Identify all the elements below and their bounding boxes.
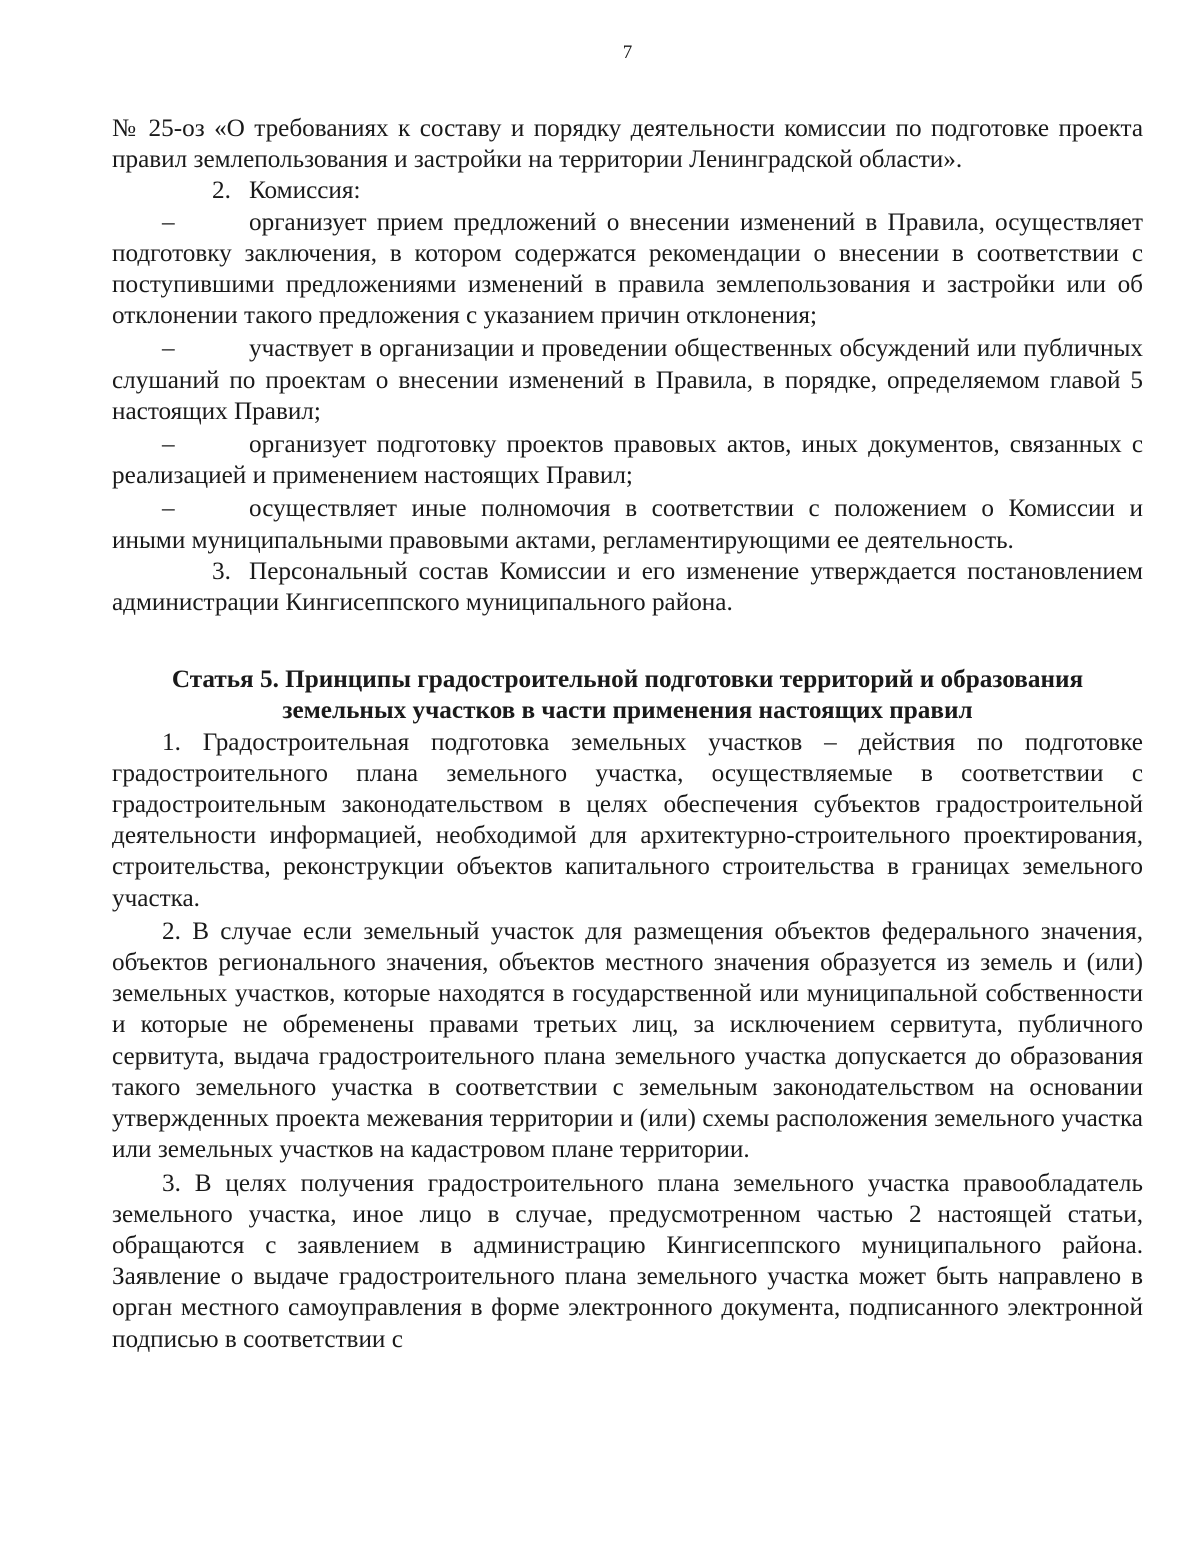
dash-item — [112, 429, 1143, 491]
article-heading — [112, 664, 1143, 726]
article-paragraph-3: 3. В целях получения градостроительного плана земельного участка правообладатель земельного участка, иное лицо в случае, предусмотренном частью 2 настоящей статьи, обращаются с заявлением в администрацию Кингисеппского муниципального района. Заявление о выдаче градостроительного плана земельного участка может быть направлено в орган местного самоуправления в форме электронного документа, подписанного электронной подписью в соответствии с — [112, 1169, 1143, 1353]
dash-mark: – — [162, 335, 175, 363]
dash-item — [112, 207, 1143, 332]
page-number: 7 — [622, 42, 633, 63]
dash-item — [112, 493, 1143, 555]
numbered-item-3 — [112, 556, 1143, 618]
dash-item — [112, 333, 1143, 427]
dash-item-text: организует подготовку проектов правовых актов, иных документов, связанных с реализацией и применением настоящих Правил; — [112, 431, 1143, 490]
article-paragraph-1: 1. Градостроительная подготовка земельных участков – действия по подготовке градостроительного плана земельного участка, осуществляемые в соответствии с градостроительным законодательством в целях обеспечения субъектов градостроительной деятельности информацией, необходимой для архитектурно-строительного проектирования, строительства, реконструкции объектов капитального строительства в границах земельного участка. — [112, 728, 1143, 912]
dash-mark: – — [162, 208, 175, 236]
article-paragraph-2: 2. В случае если земельный участок для размещения объектов федерального значения, объектов регионального значения, объектов местного значения образуется из земель и (или) земельных участков, которые находятся в государственной или муниципальной собственности и которые не обременены правами третьих лиц, за исключением сервитута, публичного сервитута, выдача градостроительного плана земельного участка допускается до образования такого земельного участка в соответствии с земельным законодательством на основании утвержденных проекта межевания территории и (или) схемы расположения земельного участка или земельных участков на кадастровом плане территории. — [112, 917, 1143, 1164]
dash-item-text: участвует в организации и проведении общественных обсуждений или публичных слушаний по проектам о внесении изменений в Правила, в порядке, определяемом главой 5 настоящих Правил; — [112, 335, 1143, 425]
dash-mark: – — [162, 431, 175, 459]
document-body — [112, 113, 1143, 1355]
dash-item-text: осуществляет иные полномочия в соответствии с положением о Комиссии и иными муниципальными правовыми актами, регламентирующими ее деятельность. — [112, 495, 1143, 554]
paragraph-continuation: № 25-оз «О требованиях к составу и порядку деятельности комиссии по подготовке проекта правил землепользования и застройки на территории Ленинградской области». — [112, 115, 1143, 174]
numbered-item-2 — [112, 175, 1143, 206]
item-number: 2. — [212, 177, 231, 205]
article-heading-line-2: земельных участков в части применения настоящих правил — [282, 697, 973, 725]
item-number: 3. — [212, 557, 231, 585]
dash-mark: – — [162, 495, 175, 523]
item-text: Персональный состав Комиссии и его изменение утверждается постановлением администрации Кингисеппского муниципального района. — [112, 557, 1143, 617]
dash-item-text: организует прием предложений о внесении изменений в Правила, осуществляет подготовку заключения, в котором содержатся рекомендации о внесении в соответствии с поступившими предложениями изменений в правила землепользования и застройки или об отклонении такого предложения с указанием причин отклонения; — [112, 208, 1143, 330]
article-heading-line-1: Статья 5. Принципы градостроительной подготовки территорий и образования — [171, 666, 1084, 694]
item-text: Комиссия: — [249, 177, 361, 205]
